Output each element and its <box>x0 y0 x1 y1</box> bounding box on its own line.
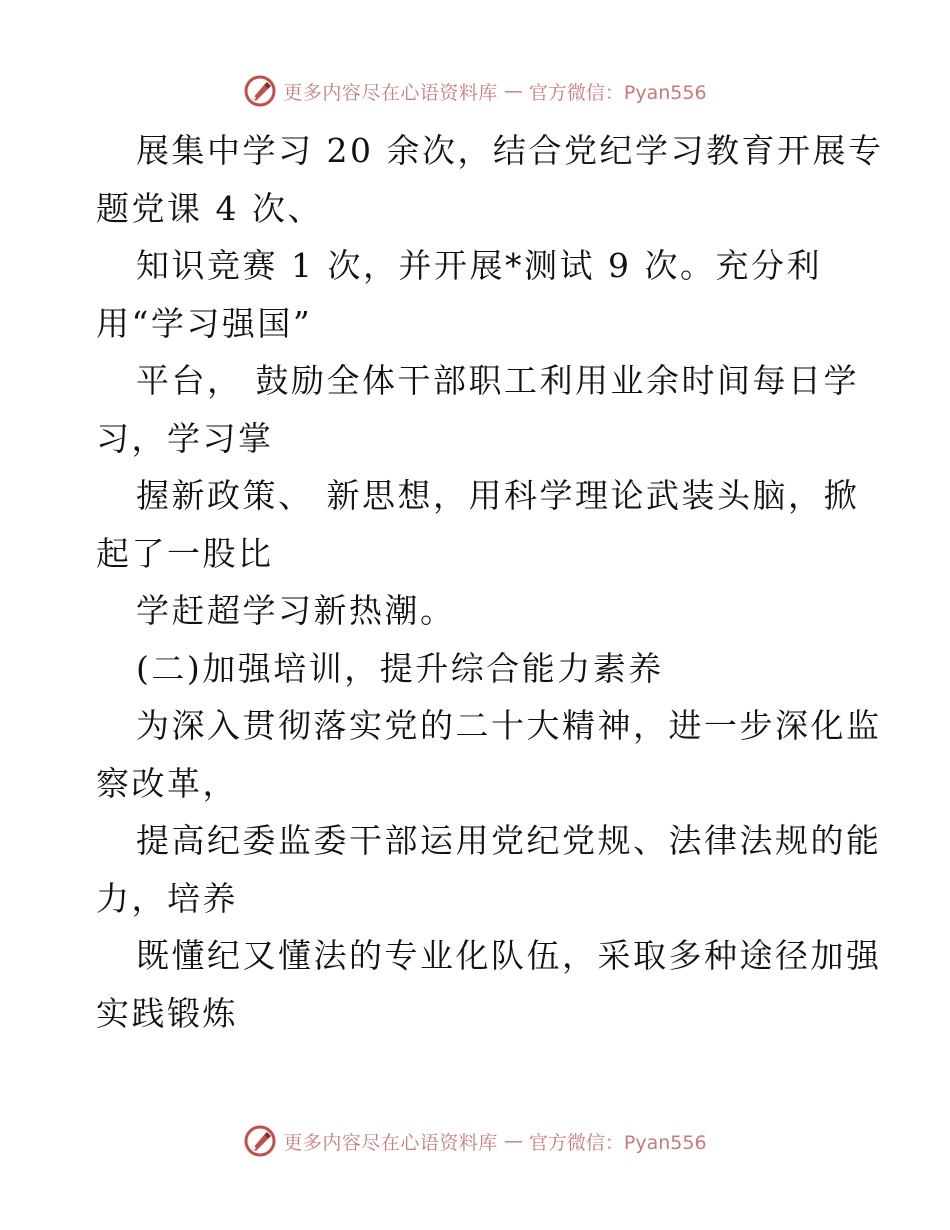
text-line: 力，培养 <box>96 878 238 918</box>
text-line: 察改革， <box>96 763 238 803</box>
watermark-wechat: 官方微信：Pyan556 <box>528 1131 707 1154</box>
watermark-dash: — <box>503 80 523 102</box>
text-line: 提高纪委监委干部运用党纪党规、法律法规的能 <box>136 821 882 860</box>
watermark-site: 更多内容尽在心语资料库 <box>283 1131 498 1154</box>
text-line: 知识竞赛 1 次，并开展*测试 9 次。充分利 <box>136 246 822 285</box>
text-line: 既懂纪又懂法的专业化队伍，采取多种途径加强 <box>136 936 882 975</box>
text-line: 实践锻炼 <box>96 993 238 1033</box>
text-line: 习，学习掌 <box>96 418 274 458</box>
text-line: 学赶超学习新热潮。 <box>136 591 456 630</box>
pen-logo-icon <box>243 74 277 108</box>
text-line: 平台， 鼓励全体干部职工利用业余时间每日学 <box>136 361 859 400</box>
watermark-dash: — <box>503 1130 523 1152</box>
text-line: 用“学习强国” <box>96 303 313 343</box>
text-line: 为深入贯彻落实党的二十大精神，进一步深化监 <box>136 706 882 745</box>
document-body <box>96 122 884 1042</box>
text-line: 题党课 4 次、 <box>96 188 323 228</box>
watermark-wechat: 官方微信：Pyan556 <box>528 81 707 104</box>
section-heading: (二)加强培训，提升综合能力素养 <box>136 648 664 688</box>
header-watermark <box>0 74 950 108</box>
text-line: 起了一股比 <box>96 533 274 573</box>
watermark-site: 更多内容尽在心语资料库 <box>283 81 498 104</box>
pen-logo-icon <box>243 1124 277 1158</box>
text-line: 展集中学习 20 余次，结合党纪学习教育开展专 <box>136 131 884 170</box>
footer-watermark <box>0 1124 950 1158</box>
text-line: 握新政策、 新思想，用科学理论武装头脑，掀 <box>136 476 859 515</box>
